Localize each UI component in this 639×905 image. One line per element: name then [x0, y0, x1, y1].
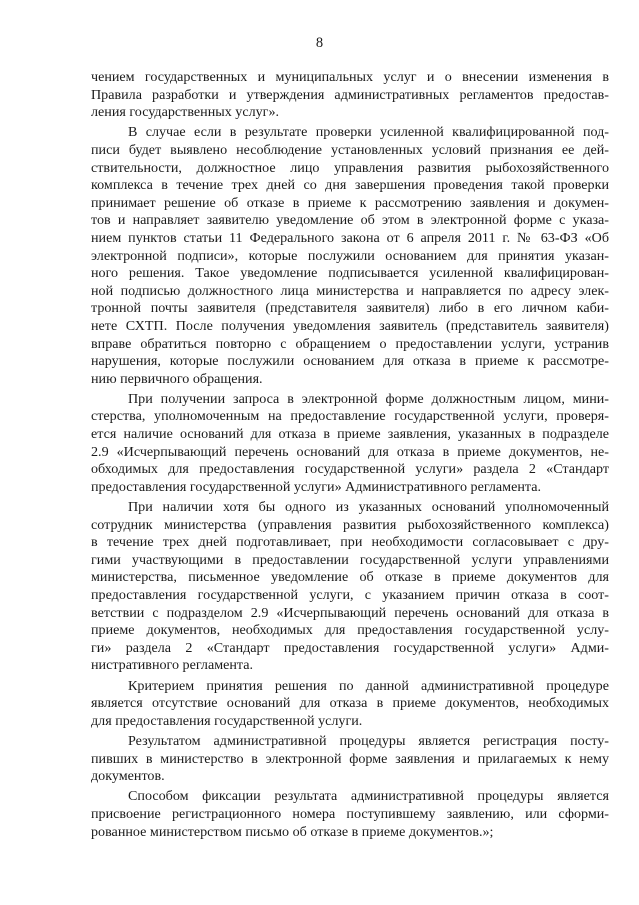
text-line: чением государственных и муниципальных услуг и о внесении изменения в — [91, 69, 609, 85]
text-line: документов. — [91, 768, 165, 785]
text-line: тронной почты заявителя (представителя заявителя) либо в его личном каби- — [91, 300, 609, 317]
text-line: При получении запроса в электронной форме должностным лицом, мини- — [128, 390, 609, 407]
text-line: ветствии с подразделом 2.9 «Исчерпывающий перечень оснований для отказа в — [91, 604, 609, 621]
text-line: пивших в министерство в электронной форме заявления и прилагаемых к нему — [91, 750, 609, 767]
text-line: писи будет выявлено несоблюдение установленных условий признания ее дей- — [91, 141, 609, 158]
paragraph — [91, 678, 609, 731]
text-line: ления государственных услуг». — [91, 104, 280, 121]
text-line: Правила разработки и утверждения административных регламентов предостав- — [91, 86, 609, 103]
page-number: 8 — [315, 35, 324, 51]
paragraph — [91, 124, 609, 388]
text-line: Результатом административной процедуры является регистрация посту- — [128, 732, 609, 749]
paragraph — [91, 788, 609, 841]
text-line: ги» раздела 2 «Стандарт предоставления государственной услуги» Адми- — [91, 639, 609, 656]
paragraph — [91, 733, 609, 786]
text-line: приеме документов, необходимых для предоставления государственной услу- — [91, 622, 609, 639]
text-line: министерства, письменное уведомление об отказе в приеме документов для — [91, 569, 609, 586]
text-line: гими участвующими в предоставлении государственной услуги управлениями — [91, 551, 609, 568]
text-line: В случае если в результате проверки усиленной квалифицированной под- — [128, 124, 609, 141]
text-line: для предоставления государственной услуги. — [91, 712, 363, 729]
text-line: ется наличие оснований для отказа в приеме заявления, указанных в подразделе — [91, 426, 609, 443]
text-line: присвоение регистрационного номера поступившему заявлению, или сформи- — [91, 805, 609, 822]
paragraph — [91, 69, 609, 122]
text-line: стерства, уполномоченным на предоставление государственной услуги, проверя- — [91, 408, 609, 425]
text-line: нарушения, которые послужили основанием для отказа в приеме к рассмотре- — [91, 353, 609, 370]
text-line: 2.9 «Исчерпывающий перечень оснований для отказа в приеме документов, не- — [91, 443, 609, 460]
paragraph — [91, 391, 609, 497]
text-line: ной подписью должностного лица министерства и направляется по адресу элек- — [91, 282, 609, 299]
text-line: комплекса в течение трех дней со дня завершения проведения такой проверки — [91, 177, 609, 194]
text-line: Способом фиксации результата административной процедуры является — [128, 788, 609, 805]
text-line: принимает решение об отказе в приеме к рассмотрению заявления и докумен- — [91, 194, 609, 211]
text-line: в течение трех дней подготавливает, при необходимости согласовывает с дру- — [91, 534, 609, 551]
text-line: предоставления государственной услуги» Административного регламента. — [91, 478, 542, 495]
text-line: Критерием принятия решения по данной административной процедуре — [128, 677, 609, 694]
text-line: рованное министерством письмо об отказе в приеме документов.»; — [91, 823, 494, 840]
text-line: ного решения. Такое уведомление подписывается усиленной квалифицирован- — [91, 265, 609, 282]
text-line: нете СХТП. После получения уведомления заявитель (представитель заявителя) — [91, 317, 609, 334]
text-line: является отсутствие оснований для отказа в приеме документов, необходимых — [91, 695, 609, 712]
document-body — [91, 69, 609, 841]
text-line: предоставления государственной услуги, с указанием причин отказа в соот- — [91, 587, 609, 603]
text-line: ствительности, должностное лицо управления развития рыбохозяйственного — [91, 159, 609, 176]
text-line: вправе обратиться повторно с обращением о предоставлении услуги, устранив — [91, 335, 609, 352]
text-line: При наличии хотя бы одного из указанных оснований уполномоченный — [128, 499, 609, 516]
text-line: нию первичного обращения. — [91, 370, 263, 387]
text-line: тов и направляет заявителю уведомление об этом в электронной форме с указа- — [91, 212, 609, 229]
text-line: электронной подписи», которые послужили основанием для принятия указан- — [91, 247, 609, 264]
text-line: нистративного регламента. — [91, 657, 254, 674]
text-line: сотрудник министерства (управления развития рыбохозяйственного комплекса) — [91, 516, 609, 533]
paragraph — [91, 499, 609, 675]
text-line: нием пунктов статьи 11 Федерального закона от 6 апреля 2011 г. № 63-ФЗ «Об — [91, 229, 609, 246]
text-line: обходимых для предоставления государственной услуги» раздела 2 «Стандарт — [91, 461, 609, 478]
